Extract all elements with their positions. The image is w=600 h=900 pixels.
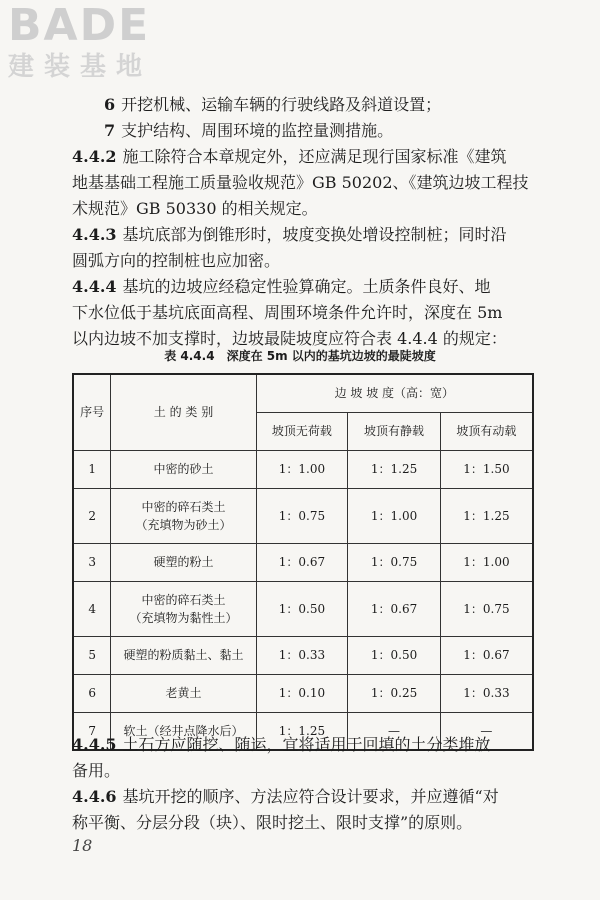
header-dynamic-load: 坡顶有动载: [440, 412, 533, 450]
table-row: [73, 543, 533, 581]
slope-static-load: 1：1.00: [348, 488, 441, 543]
logo-brand: BADE: [8, 0, 151, 51]
list-item-text: 支护结构、周围环境的监控量测措施。: [121, 121, 394, 140]
slope-static-load: 1：0.67: [348, 581, 441, 636]
row-soil: [111, 450, 256, 488]
clause-text: 施工除符合本章规定外，还应满足现行国家标准《建筑: [122, 147, 507, 166]
slope-no-load: 1：0.67: [256, 543, 348, 581]
clause-text-line: 备用。: [72, 761, 121, 780]
logo-subtitle: 建装基地: [8, 52, 153, 82]
slope-static-load: 1：0.25: [348, 674, 441, 712]
soil-text: 老黄土: [165, 686, 202, 700]
row-seq: 3: [73, 543, 111, 581]
row-seq: 1: [73, 450, 111, 488]
clause-text-line: 下水位低于基坑底面高程、周围环境条件允许时，深度在 5m: [72, 303, 503, 322]
table-row: [73, 636, 533, 674]
header-seq: 序号: [73, 374, 111, 450]
slope-dynamic-load: 1：1.00: [440, 543, 533, 581]
header-no-load: 坡顶无荷载: [256, 412, 348, 450]
slope-dynamic-load: 1：0.75: [440, 581, 533, 636]
clause-4-4-5: [72, 732, 532, 758]
soil-note: （充填物为黏性土）: [129, 610, 238, 625]
slope-static-load: 1：0.50: [348, 636, 441, 674]
clause-4-4-4: [72, 274, 532, 300]
list-item: [104, 92, 564, 118]
soil-text: 中密的碎石类土: [141, 499, 226, 514]
clause-text: 基坑开挖的顺序、方法应符合设计要求，并应遵循“对: [122, 787, 499, 806]
slope-dynamic-load: 1：0.67: [440, 636, 533, 674]
row-seq: 6: [73, 674, 111, 712]
table-row: [73, 674, 533, 712]
soil-text: 硬塑的粉土: [153, 555, 214, 569]
row-soil: [111, 543, 256, 581]
table-header-row: [73, 374, 533, 412]
slope-static-load: —: [348, 712, 441, 750]
list-item: [104, 118, 564, 144]
soil-text: 硬塑的粉质黏土、黏土: [123, 648, 244, 662]
table-row: [73, 581, 533, 636]
soil-text: 中密的碎石类土: [141, 592, 226, 607]
header-slope-ratio: 边 坡 坡 度（高：宽）: [256, 374, 533, 412]
slope-static-load: 1：1.25: [348, 450, 441, 488]
clause-text: 基坑的边坡应经稳定性验算确定。土质条件良好、地: [122, 277, 491, 296]
table-row: [73, 450, 533, 488]
header-static-load: 坡顶有静载: [348, 412, 441, 450]
slope-dynamic-load: 1：1.50: [440, 450, 533, 488]
clause-text-line: 术规范》GB 50330 的相关规定。: [72, 199, 318, 218]
table-row: [73, 488, 533, 543]
clause-text-line: 以内边坡不加支撑时，边坡最陡坡度应符合表 4.4.4 的规定：: [72, 329, 507, 348]
clause-4-4-6: [72, 784, 532, 810]
list-item-number: 6: [104, 95, 116, 114]
clause-4-4-3: [72, 222, 532, 248]
clause-text: 基坑底部为倒锥形时，坡度变换处增设控制桩；同时沿: [122, 225, 507, 244]
slope-no-load: 1：0.75: [256, 488, 348, 543]
row-seq: 4: [73, 581, 111, 636]
clause-number: 4.4.4: [72, 277, 117, 296]
slope-no-load: 1：0.33: [256, 636, 348, 674]
row-seq: 2: [73, 488, 111, 543]
soil-note: （充填物为砂土）: [135, 517, 232, 532]
row-soil: [111, 674, 256, 712]
slope-static-load: 1：0.75: [348, 543, 441, 581]
clause-text-line: 圆弧方向的控制桩也应加密。: [72, 251, 281, 270]
clause-text-line: 称平衡、分层分段（块）、限时挖土、限时支撑”的原则。: [72, 813, 473, 832]
slope-table: [72, 373, 534, 751]
row-seq: 5: [73, 636, 111, 674]
clause-number: 4.4.2: [72, 147, 117, 166]
clause-text: 土石方应随挖、随运，宜将适用于回填的土分类堆放: [122, 735, 491, 754]
watermark-logo: [8, 2, 178, 82]
list-item-number: 7: [104, 121, 116, 140]
row-soil: [111, 488, 256, 543]
clause-number: 4.4.3: [72, 225, 117, 244]
slope-no-load: 1：0.10: [256, 674, 348, 712]
clause-number: 4.4.5: [72, 735, 117, 754]
table-caption: 表 4.4.4 深度在 5m 以内的基坑边坡的最陡坡度: [164, 349, 436, 363]
row-soil: [111, 636, 256, 674]
header-soil-type: 土 的 类 别: [111, 374, 256, 450]
soil-text: 中密的砂土: [153, 462, 214, 476]
clause-text-line: 地基基础工程施工质量验收规范》GB 50202、《建筑边坡工程技: [72, 173, 529, 192]
slope-dynamic-load: 1：1.25: [440, 488, 533, 543]
clause-number: 4.4.6: [72, 787, 117, 806]
soil-text: 软土（经井点降水后）: [123, 723, 244, 738]
row-soil: [111, 581, 256, 636]
slope-no-load: 1：0.50: [256, 581, 348, 636]
row-seq: 7: [73, 712, 111, 750]
slope-dynamic-load: 1：0.33: [440, 674, 533, 712]
list-item-text: 开挖机械、运输车辆的行驶线路及斜道设置；: [121, 95, 442, 114]
page-number: 18: [72, 836, 93, 855]
clause-4-4-2: [72, 144, 532, 170]
slope-no-load: 1：1.00: [256, 450, 348, 488]
slope-dynamic-load: —: [440, 712, 533, 750]
slope-no-load: 1：1.25: [256, 712, 348, 750]
